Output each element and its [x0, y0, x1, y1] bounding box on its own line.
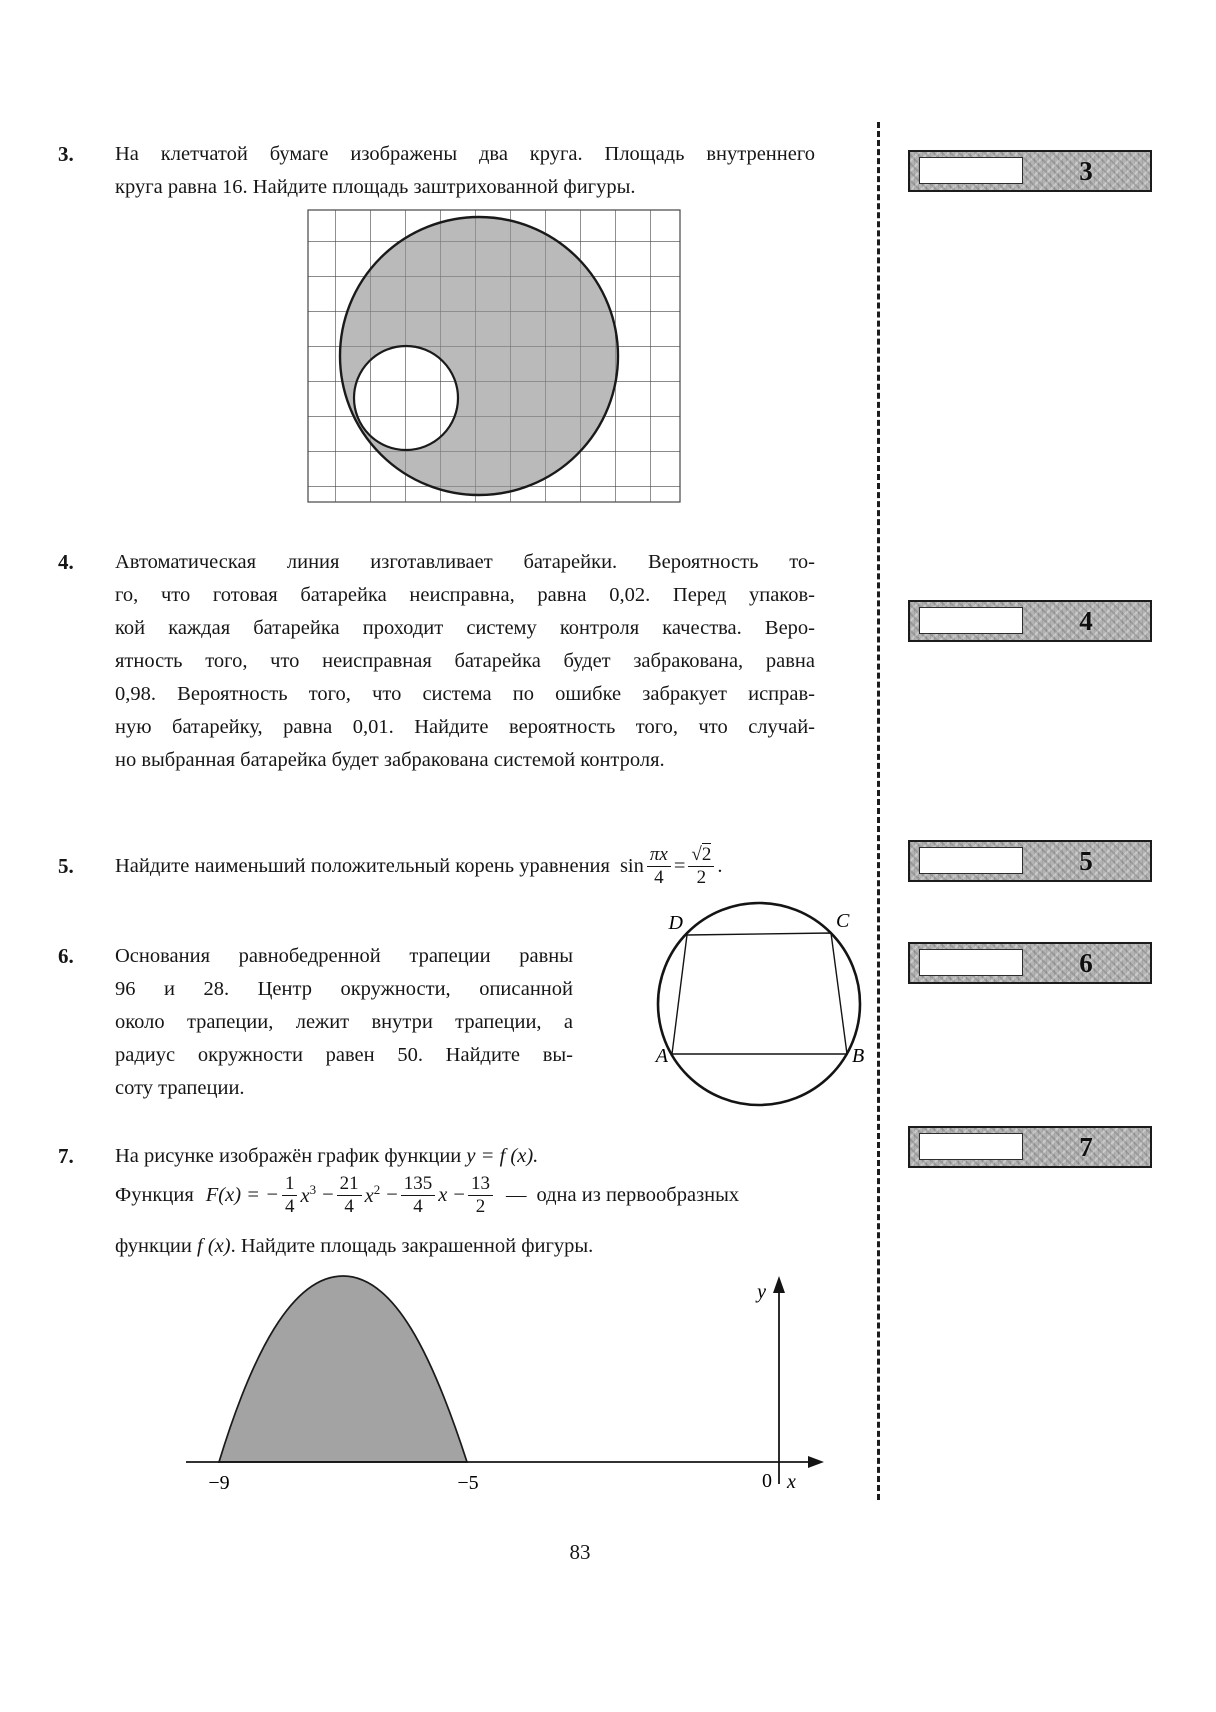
answer-box-number: 4 [1079, 605, 1093, 636]
vertex-label-B: B [852, 1045, 865, 1067]
shaded-region [219, 1276, 467, 1462]
text-fragment: функции [115, 1235, 192, 1257]
text-line: круга равна 16. Найдите площадь заштрихованной фигуры. [115, 176, 636, 198]
problem-7-number: 7. [58, 1144, 74, 1168]
trapezoid [672, 933, 847, 1054]
y-axis-label: y [757, 1281, 766, 1303]
text-line: Автоматическая линия изготавливает батарейки. Вероятность то- [115, 551, 815, 573]
problem-7-line3 [115, 1230, 815, 1263]
answer-box-number: 7 [1079, 1131, 1093, 1162]
math-fx: f (x) [197, 1235, 231, 1257]
sentence-period: . [717, 854, 723, 877]
function-graph-figure [178, 1262, 833, 1497]
answer-box-3 [908, 150, 1152, 192]
tick-label-minus5: −5 [457, 1472, 479, 1494]
tick-label-minus9: −9 [208, 1472, 230, 1494]
text-line: но выбранная батарейка будет забракована системой контроля. [115, 749, 665, 771]
answer-box-number: 6 [1079, 947, 1093, 978]
text-line: ную батарейку, равна 0,01. Найдите вероятность того, что случай- [115, 716, 815, 738]
fraction-sqrt2-2 [688, 844, 714, 889]
answer-input-3[interactable] [919, 157, 1023, 184]
vertex-label-C: C [836, 910, 850, 932]
fraction-13-2 [468, 1173, 493, 1218]
equals-sign: = [673, 854, 686, 877]
fraction-numerator: πx [647, 844, 671, 867]
sin-symbol: sin [619, 854, 644, 877]
vertex-label-D: D [668, 912, 683, 934]
problem-6-text [115, 940, 573, 1105]
minus-sign: − [322, 1183, 334, 1206]
fraction-denominator: 2 [696, 866, 707, 888]
fraction-denominator: 4 [413, 1195, 423, 1217]
variable-x: x [364, 1184, 374, 1207]
variable-x: x [300, 1184, 310, 1207]
answer-input-5[interactable] [919, 847, 1023, 874]
trapezoid-circle-figure [645, 893, 877, 1125]
fraction-denominator: 4 [654, 866, 664, 888]
problem-4-number: 4. [58, 550, 74, 574]
problem-4-text [115, 546, 815, 777]
equation-prefix: Найдите наименьший положительный корень уравнения [115, 854, 610, 877]
x-cubed [300, 1182, 316, 1208]
text-line: около трапеции, лежит внутри трапеции, а [115, 1011, 573, 1033]
problem-3-text [115, 138, 815, 204]
x-axis-label: x [787, 1471, 796, 1493]
answer-input-4[interactable] [919, 607, 1023, 634]
text-line: На клетчатой бумаге изображены два круга. Площадь внутреннего [115, 143, 815, 165]
text-line: соту трапеции. [115, 1077, 245, 1099]
answer-box-5 [908, 840, 1152, 882]
variable-x: x [438, 1183, 448, 1206]
fraction-numerator: 21 [337, 1173, 362, 1196]
radicand: 2 [701, 843, 712, 865]
text-line: ятность того, что неисправная батарейка будет забракована, равна [115, 650, 815, 672]
text-line: 0,98. Вероятность того, что система по ошибке забракует исправ- [115, 683, 815, 705]
fraction-numerator: 135 [401, 1173, 436, 1196]
answer-box-number: 3 [1079, 155, 1093, 186]
problem-6-number: 6. [58, 944, 74, 968]
vertex-label-A: A [655, 1045, 668, 1067]
x-axis-arrowhead [808, 1456, 824, 1468]
fraction-denominator: 4 [284, 1195, 295, 1217]
text-fragment: одна из первообразных [536, 1183, 740, 1206]
dashed-separator-line [877, 122, 880, 1500]
minus-sign: − [386, 1183, 398, 1206]
fraction-denominator: 4 [344, 1195, 354, 1217]
answer-box-7 [908, 1126, 1152, 1168]
text-line: Основания равнобедренной трапеции равны [115, 945, 573, 967]
problem-5-text [115, 832, 722, 900]
radical-sign: √ [691, 843, 702, 865]
answer-input-6[interactable] [919, 949, 1023, 976]
exponent: 3 [309, 1182, 317, 1198]
text-line: радиус окружности равен 50. Найдите вы- [115, 1044, 573, 1066]
grid-circles-figure [300, 206, 686, 505]
text-line: кой каждая батарейка проходит систему контроля качества. Веро- [115, 617, 815, 639]
problem-3-number: 3. [58, 142, 74, 166]
exponent: 2 [373, 1182, 381, 1198]
answer-box-number: 5 [1079, 845, 1093, 876]
fraction-21-4 [337, 1173, 362, 1218]
minus-sign: − [453, 1183, 465, 1206]
fraction-pix-4 [647, 844, 671, 889]
text-fragment: На рисунке изображён график функции [115, 1145, 462, 1167]
antiderivative-lhs: F(x) = − [205, 1183, 279, 1206]
text-fragment: . Найдите площадь закрашенной фигуры. [230, 1235, 594, 1257]
fraction-denominator: 2 [475, 1195, 486, 1217]
answer-box-4 [908, 600, 1152, 642]
text-line: 96 и 28. Центр окружности, описанной [115, 978, 573, 1000]
y-axis-arrowhead [773, 1276, 785, 1293]
x-squared [365, 1182, 381, 1208]
text-fragment: Функция [115, 1183, 194, 1206]
fraction-135-4 [401, 1173, 436, 1218]
text-line: го, что готовая батарейка неисправна, равна 0,02. Перед упаков- [115, 584, 815, 606]
fraction-numerator: 1 [282, 1173, 298, 1196]
page-number: 83 [569, 1540, 591, 1564]
problem-7-formula [115, 1164, 739, 1226]
answer-input-7[interactable] [919, 1133, 1023, 1160]
fraction-numerator: 13 [468, 1173, 493, 1196]
answer-box-6 [908, 942, 1152, 984]
origin-label: 0 [762, 1470, 772, 1492]
fraction-1-4 [282, 1173, 298, 1218]
em-dash: — [505, 1183, 527, 1206]
problem-5-number: 5. [58, 854, 74, 878]
math-y-equals-fx: y = f (x). [466, 1145, 539, 1167]
fraction-numerator [688, 844, 714, 867]
